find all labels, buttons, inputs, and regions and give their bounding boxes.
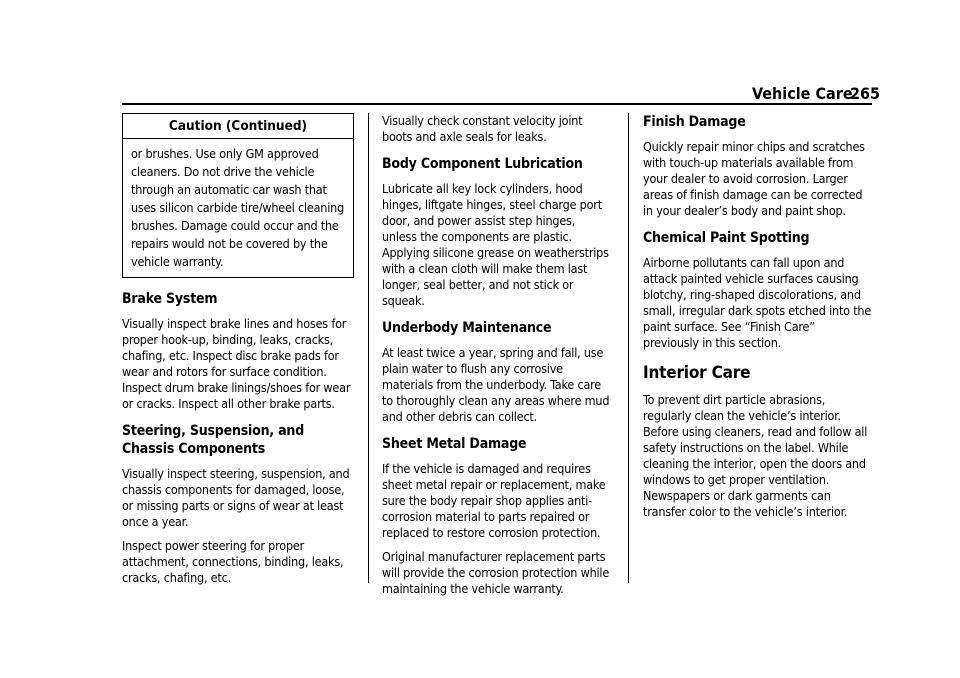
section-heading-body-lubrication: Body Component Lubrication [382,156,583,172]
section-heading-sheet-metal: Sheet Metal Damage [382,436,527,452]
paragraph: Inspect power steering for proper attachment, connections, binding, leaks, cracks, chafing, etc. [122,538,344,585]
paragraph: Visually check constant velocity joint boots and axle seals for leaks. [382,113,583,144]
paragraph: Visually inspect brake lines and hoses for proper hook-up, binding, leaks, cracks, chafing, etc. Inspect disc brake pads for wear and rotors for surface condition. Inspect drum brake linings/shoes for wear or cracks. Inspect all other brake parts. [122,316,351,411]
column-divider [368,113,369,583]
header-rule [122,103,872,105]
page-number: 265 [850,84,881,103]
section-heading-brake-system: Brake System [122,291,218,307]
section-heading-underbody: Underbody Maintenance [382,320,552,336]
paragraph: Quickly repair minor chips and scratches with touch-up materials available from your dealer to avoid corrosion. Larger areas of finish damage can be corrected in your dealer’s body and paint shop. [643,139,865,218]
paragraph: Original manufacturer replacement parts will provide the corrosion protection while maintaining the vehicle warranty. [382,549,610,596]
section-heading-interior-care: Interior Care [643,363,751,383]
column-divider [628,113,629,583]
column-left [122,113,354,594]
section-heading-finish-damage: Finish Damage [643,114,746,130]
paragraph: Airborne pollutants can fall upon and attack painted vehicle surfaces causing blotchy, ring-shaped discolorations, and small, irregular dark spots etched into the paint surface. See “Finish Care” previously in this section. [643,255,872,350]
section-heading-chemical-paint: Chemical Paint Spotting [643,230,810,246]
caution-box [122,113,354,278]
section-heading-steering: Steering, Suspension, and Chassis Components [122,423,305,457]
caution-title: Caution (Continued) [123,114,353,139]
paragraph: Lubricate all key lock cylinders, hood hinges, liftgate hinges, steel charge port door, and power assist step hinges, unless the components are plastic. Applying silicone grease on weatherstrips with a clean cloth will make them last longer, seal better, and not stick or squeak. [382,181,609,308]
page-header [0,0,960,110]
paragraph: At least twice a year, spring and fall, use plain water to flush any corrosive materials from the underbody. Take care to thoroughly clean any areas where mud and other debris can collect. [382,345,610,424]
caution-text: or brushes. Use only GM approved cleaners. Do not drive the vehicle through an automatic car wash that uses silicon carbide tire/wheel cleaning brushes. Damage could occur and the repairs would not be covered by the vehicle warranty. [131,146,345,269]
column-right [643,113,873,528]
paragraph: To prevent dirt particle abrasions, regularly clean the vehicle’s interior. Before using cleaners, read and follow all safety instructions on the label. While cleaning the interior, open the doors and windows to get proper ventilation. Newspapers or dark garments can transfer color to the vehicle’s interior. [643,392,868,519]
header-title: Vehicle Care [752,84,853,103]
paragraph: Visually inspect steering, suspension, and chassis components for damaged, loose, or missing parts or signs of wear at least once a year. [122,466,350,529]
paragraph: If the vehicle is damaged and requires sheet metal repair or replacement, make sure the body repair shop applies anti-corrosion material to parts repaired or replaced to restore corrosion protection. [382,461,606,540]
column-middle [382,113,610,605]
